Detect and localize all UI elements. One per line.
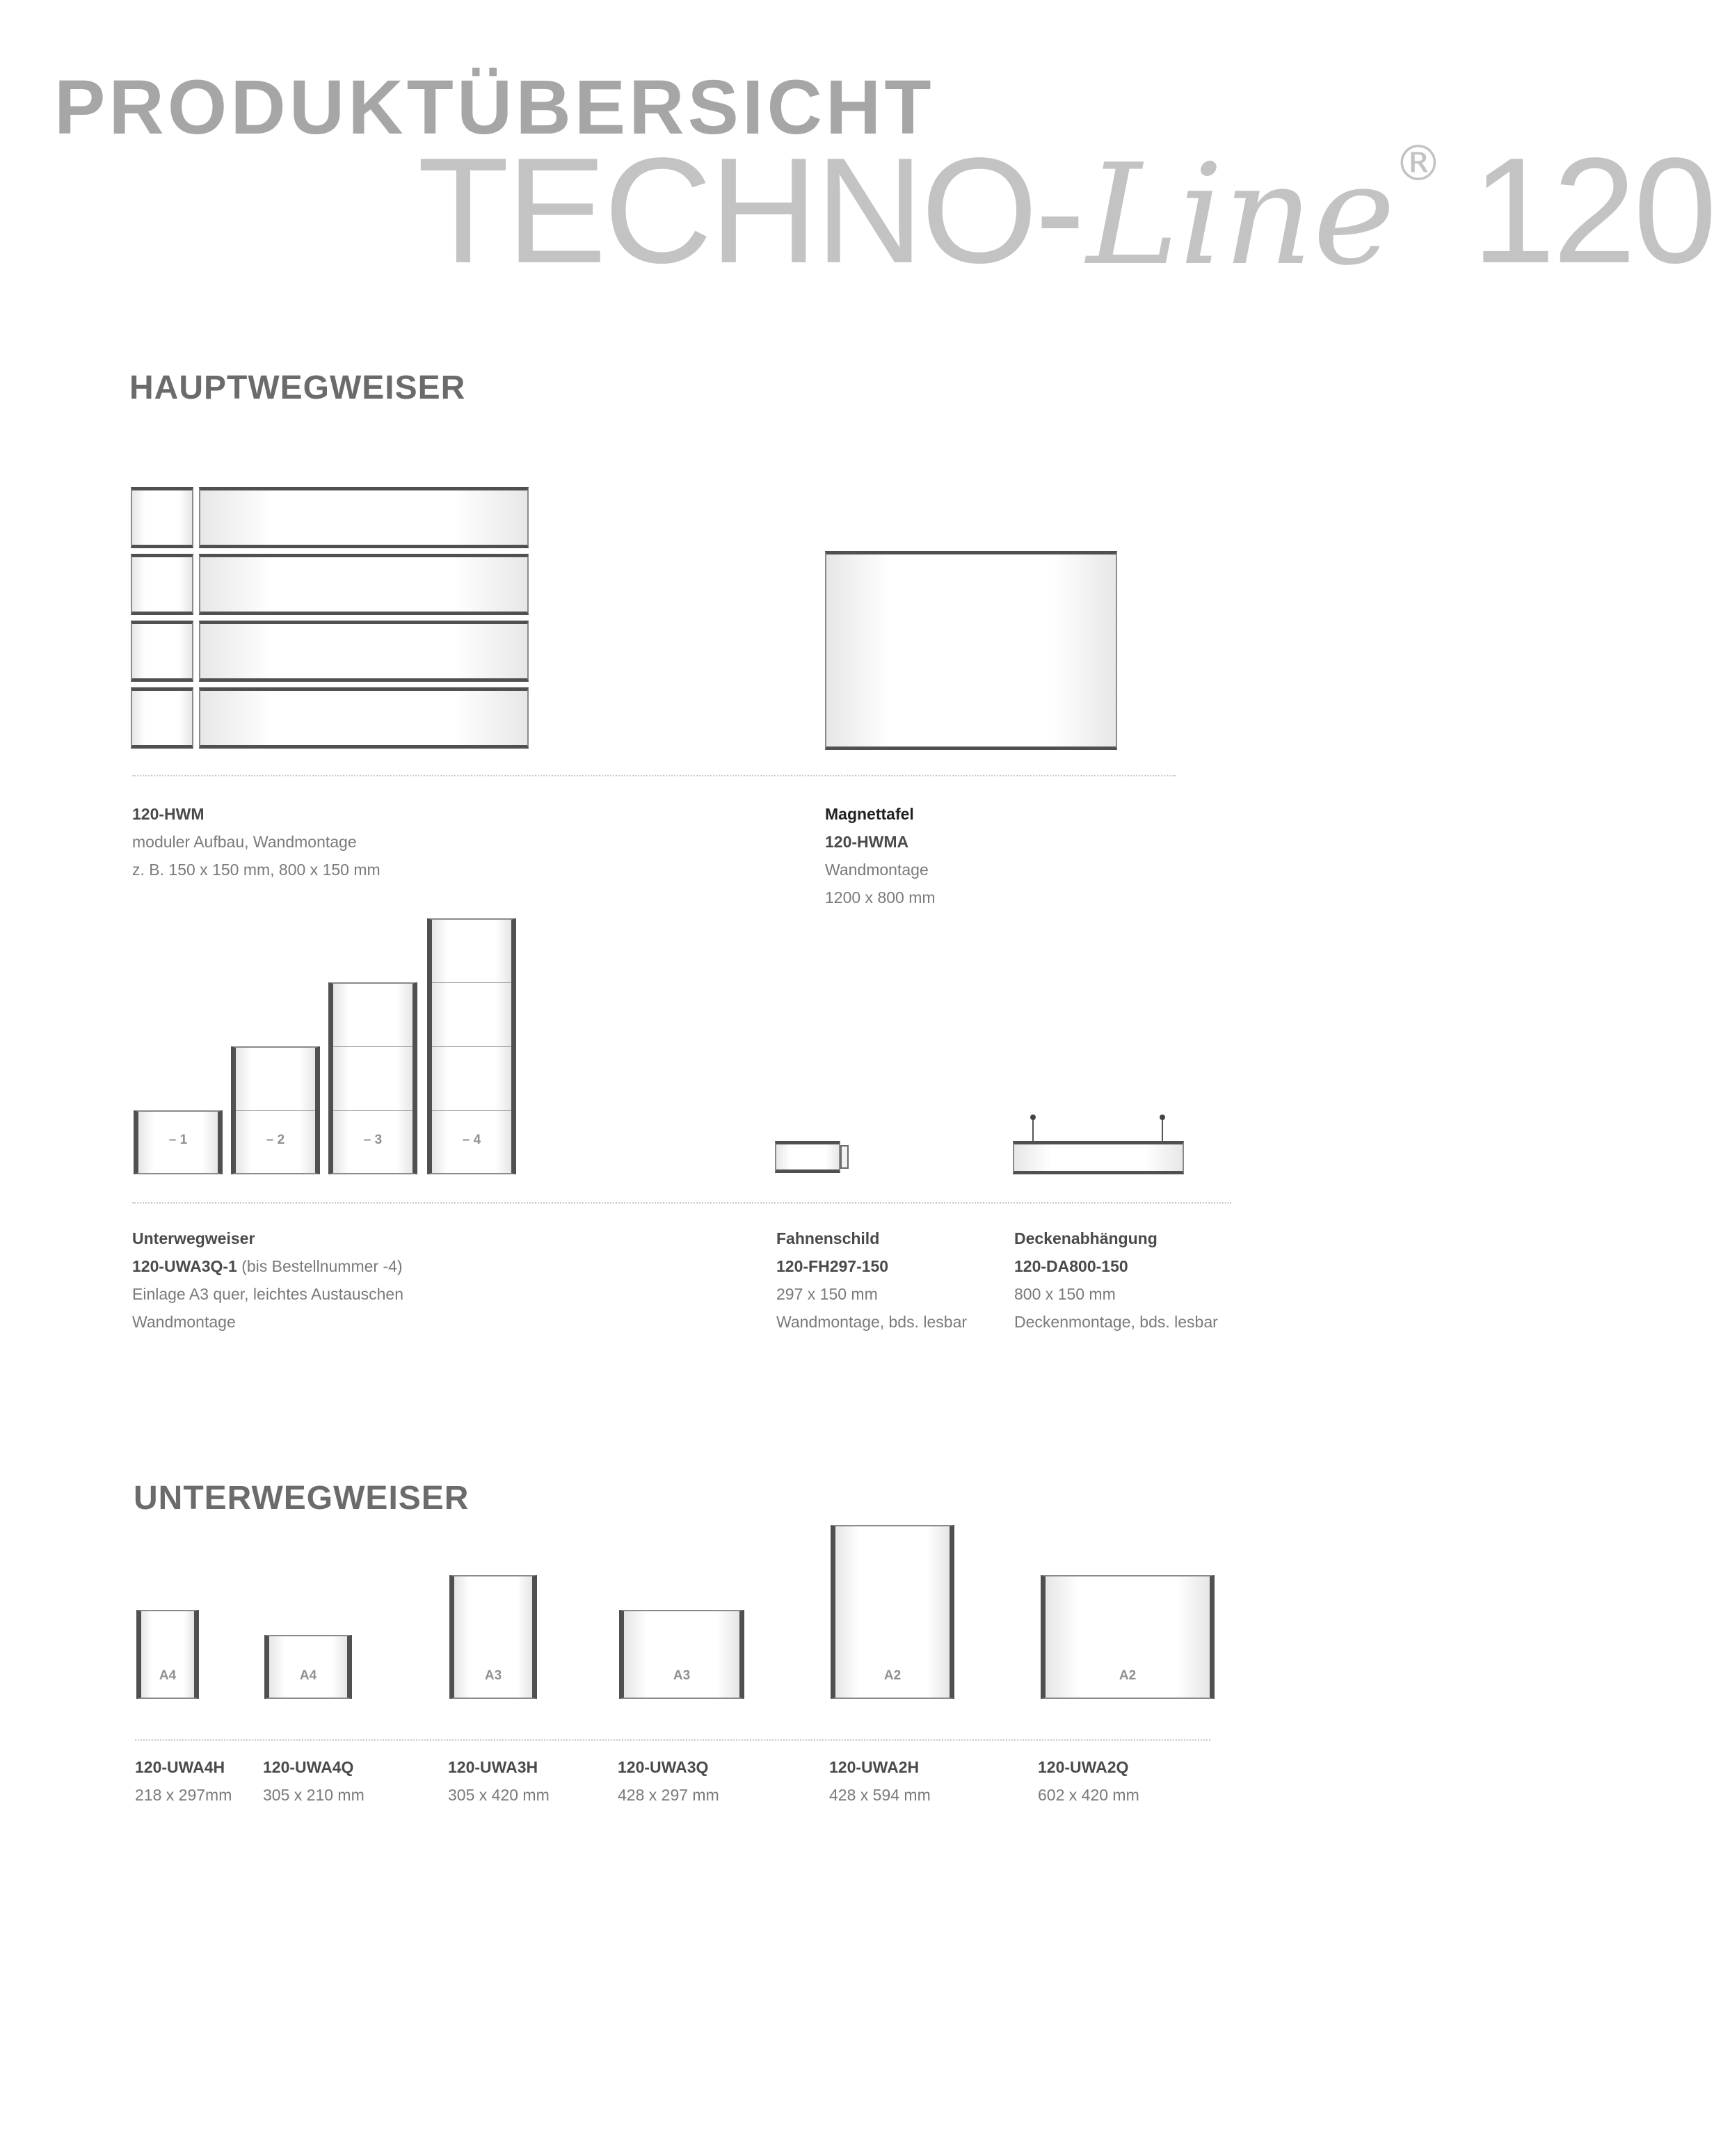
product-dimensions: 602 x 420 mm [1038, 1786, 1139, 1804]
uwa4h-illustration [136, 1610, 199, 1699]
uwa3q-caption [618, 1753, 719, 1809]
product-dimensions: z. B. 150 x 150 mm, 800 x 150 mm [132, 861, 381, 879]
uwa3q-caption [132, 1224, 403, 1336]
stack-label: – 3 [363, 1133, 383, 1147]
product-code: 120-HWMA [825, 833, 909, 851]
product-code: 120-DA800-150 [1014, 1257, 1128, 1275]
hwm-module-wide [199, 554, 529, 615]
suspension-wire [1162, 1119, 1163, 1142]
stack-label: – 1 [168, 1133, 188, 1147]
brand-name: TECHNO- [417, 126, 1082, 294]
uwa3q-4-illustration [427, 918, 516, 1174]
registered-mark: ® [1393, 135, 1443, 192]
uwa2h-illustration [831, 1525, 954, 1699]
uwa3h-caption [448, 1753, 550, 1809]
section-heading-hauptwegweiser: HAUPTWEGWEISER [129, 369, 466, 406]
hwm-module-small [131, 687, 193, 749]
product-description: moduler Aufbau, Wandmontage [132, 833, 357, 851]
uwa4q-caption [263, 1753, 365, 1809]
stack-label: – 4 [462, 1133, 481, 1147]
uwa3q-3-illustration [328, 982, 417, 1174]
fh-bracket [840, 1145, 849, 1169]
product-code-note: (bis Bestellnummer -4) [241, 1257, 403, 1275]
fh-panel [775, 1141, 840, 1173]
hwm-caption [132, 800, 381, 884]
product-dimensions: 428 x 297 mm [618, 1786, 719, 1804]
product-name: Deckenabhängung [1014, 1229, 1158, 1247]
hwm-module-wide [199, 687, 529, 749]
product-code: 120-UWA4H [135, 1758, 225, 1776]
da-caption [1014, 1224, 1218, 1336]
product-dimensions: 800 x 150 mm [1014, 1285, 1116, 1303]
format-label: A3 [484, 1668, 502, 1683]
product-mounting: Deckenmontage, bds. lesbar [1014, 1313, 1218, 1331]
da-panel [1013, 1141, 1184, 1174]
uwa3h-illustration [449, 1575, 537, 1699]
suspension-cap [1030, 1115, 1036, 1120]
uwa2h-caption [829, 1753, 931, 1809]
product-mounting: Wandmontage, bds. lesbar [776, 1313, 968, 1331]
section-heading-unterwegweiser: UNTERWEGWEISER [134, 1480, 470, 1517]
format-label: A3 [673, 1668, 691, 1683]
product-code: 120-UWA3H [448, 1758, 538, 1776]
product-dimensions: 305 x 210 mm [263, 1786, 365, 1804]
uwa2q-caption [1038, 1753, 1139, 1809]
product-dimensions: 305 x 420 mm [448, 1786, 550, 1804]
hwm-module-small [131, 487, 193, 548]
hwma-illustration [825, 551, 1117, 750]
hwm-module-wide [199, 621, 529, 682]
suspension-cap [1160, 1115, 1165, 1120]
divider [132, 775, 1176, 776]
product-name: Unterwegweiser [132, 1229, 255, 1247]
product-dimensions: 218 x 297mm [135, 1786, 232, 1804]
hwm-module-wide [199, 487, 529, 548]
product-description: Einlage A3 quer, leichtes Austauschen [132, 1285, 404, 1303]
product-code: 120-UWA3Q-1 [132, 1257, 237, 1275]
product-code: 120-UWA2H [829, 1758, 920, 1776]
product-code: 120-FH297-150 [776, 1257, 889, 1275]
product-code: 120-UWA2Q [1038, 1758, 1129, 1776]
product-code: 120-UWA4Q [263, 1758, 354, 1776]
uwa4q-illustration [264, 1635, 352, 1699]
hwm-module-small [131, 621, 193, 682]
format-label: A2 [883, 1668, 902, 1683]
divider [132, 1202, 1231, 1204]
hwm-module-small [131, 554, 193, 615]
page-title: PRODUKTÜBERSICHT [54, 65, 935, 150]
divider [135, 1739, 1210, 1741]
format-label: A4 [159, 1668, 177, 1683]
product-code: 120-UWA3Q [618, 1758, 709, 1776]
hwma-caption [825, 800, 936, 911]
product-description: Wandmontage [825, 861, 929, 879]
fh-caption [776, 1224, 967, 1336]
brand-logo [417, 126, 1714, 296]
hwm-illustration [131, 487, 529, 757]
product-name: Fahnenschild [776, 1229, 880, 1247]
product-code: 120-HWM [132, 805, 205, 823]
uwa3q-1-illustration [134, 1110, 223, 1174]
product-dimensions: 428 x 594 mm [829, 1786, 931, 1804]
product-name: Magnettafel [825, 805, 914, 823]
suspension-wire [1032, 1119, 1034, 1142]
fh-illustration [775, 1140, 851, 1174]
brand-number: 120 [1471, 126, 1714, 294]
uwa3q-illustration [619, 1610, 744, 1699]
uwa3q-2-illustration [231, 1046, 320, 1174]
uwa4h-caption [135, 1753, 232, 1809]
brand-script: Line ® [1086, 134, 1443, 296]
uwa2q-illustration [1041, 1575, 1215, 1699]
product-dimensions: 1200 x 800 mm [825, 888, 936, 907]
format-label: A4 [299, 1668, 317, 1683]
format-label: A2 [1119, 1668, 1137, 1683]
stack-label: – 2 [266, 1133, 285, 1147]
da-illustration [1013, 1113, 1184, 1176]
product-dimensions: 297 x 150 mm [776, 1285, 878, 1303]
product-mounting: Wandmontage [132, 1313, 236, 1331]
